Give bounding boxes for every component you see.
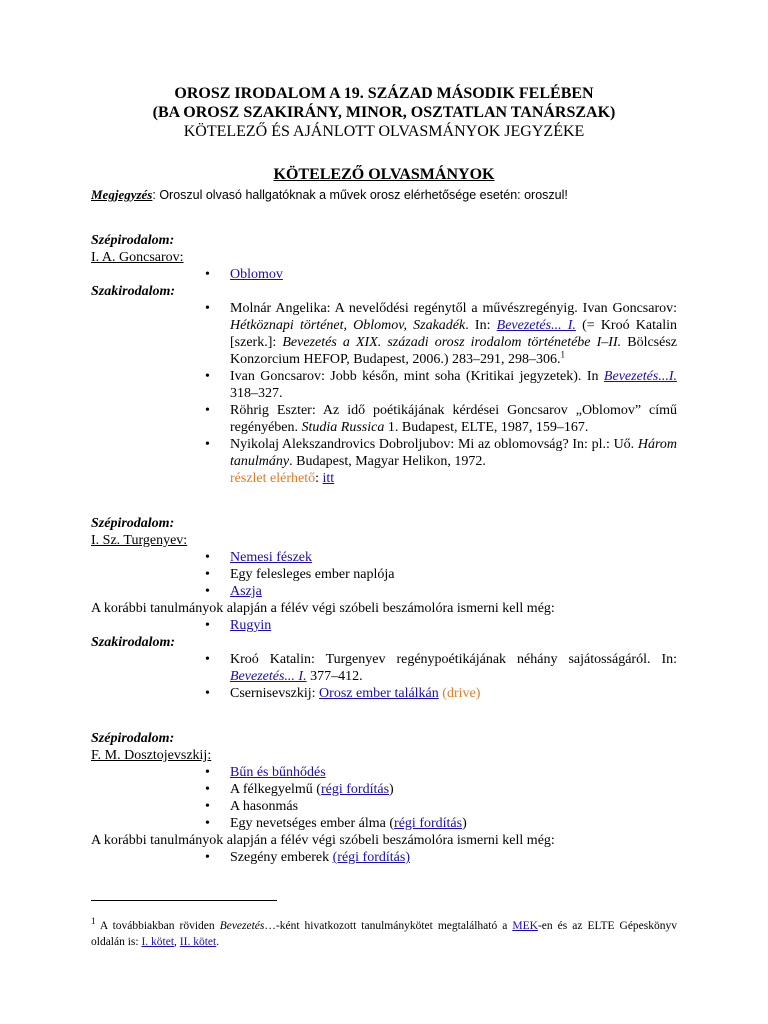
footnote-number: 1 [91,915,96,926]
doc-title-line2: (BA OROSZ SZAKIRÁNY, MINOR, OSZTATLAN TANÁRSZAK) [152,104,616,121]
lit-list-turgenyev [91,651,677,702]
text: . [216,935,220,948]
szepirodalom-label: Szépirodalom: [91,516,175,531]
bullet-icon: • [205,584,210,599]
bullet-icon: • [205,267,210,282]
link-regi-forditas[interactable]: régi fordítás [394,816,463,831]
extra-list-dosztojevszkij [91,849,677,866]
text: Röhrig Eszter: Az idő poétikájának kérdései Goncsarov „Oblomov” című regényében. [230,403,677,435]
bullet-icon: • [205,765,210,780]
bullet-icon: • [205,799,210,814]
bullet-icon: • [205,403,210,418]
text: Bevezetés [219,919,265,932]
list-item [91,549,677,566]
text: . Budapest, Magyar Helikon, 1972. [289,454,486,469]
bullet-icon: • [205,567,210,582]
bullet-icon: • [205,618,210,633]
link-rugyin[interactable]: Rugyin [230,618,272,633]
author-dosztojevszkij: F. M. Dosztojevszkij: [91,748,212,763]
bullet-icon: • [205,782,210,797]
list-item [91,266,677,283]
text: A továbbiakban röviden [95,919,220,932]
list-item [91,368,677,402]
szakirodalom-label: Szakirodalom: [91,284,176,299]
list-item [91,764,677,781]
list-item [91,798,677,815]
bullet-icon: • [205,850,210,865]
text: . In: [465,318,497,333]
bullet-icon: • [205,816,210,831]
footnote [91,915,677,950]
link-bevezetes[interactable]: Bevezetés... I. [496,318,576,333]
list-item [91,583,677,600]
text: Hétköznapi történet, Oblomov, Szakadék [230,318,466,333]
section-heading: KÖTELEZŐ OLVASMÁNYOK [273,166,495,183]
list-item [91,300,677,368]
text: (= Kroó Katalin [szerk.]: [230,318,677,350]
link-regi-forditas[interactable]: régi fordítás [320,782,390,797]
note [91,186,677,204]
works-list-turgenyev [91,549,677,600]
list-item [91,685,677,702]
list-item [91,402,677,436]
author-turgenyev: I. Sz. Turgenyev: [91,533,188,548]
text: ) [389,782,394,797]
link-aszja[interactable]: Aszja [230,584,262,599]
text: Ivan Goncsarov: Jobb későn, mint soha (Kritikai jegyzetek). In [230,369,604,384]
text: Nyikolaj Alekszandrovics Dobroljubov: Mi az oblomovság? In: pl.: Uő. [230,437,638,452]
lit-list-goncsarov [91,300,677,470]
link-mek[interactable]: MEK [512,919,538,932]
text: 1. Budapest, ELTE, 1987, 159–167. [384,420,589,435]
document-page [91,84,677,866]
work-title: A hasonmás [230,799,299,814]
text: : [315,471,323,486]
text: Bölcsész Konzorcium HEFOP, Budapest, 2006.) 283–291, 298–306. [230,335,677,367]
text: , [174,935,180,948]
work-title: Szegény emberek [230,850,333,865]
text: …-ként hivatkozott tanulmánykötet megtalálható a [264,919,513,932]
link-orosz-ember[interactable]: Orosz ember találkán [319,686,439,701]
works-list-dosztojevszkij [91,764,677,832]
szepirodalom-label: Szépirodalom: [91,731,175,746]
drive-note: (drive) [438,686,481,701]
list-item [91,815,677,832]
work-title: Egy felesleges ember naplója [230,567,395,582]
szepirodalom-label: Szépirodalom: [91,233,175,248]
link-itt[interactable]: itt [322,471,335,486]
link-oblomov[interactable]: Oblomov [230,267,283,282]
text: Studia Russica [301,420,385,435]
link-bevezetes[interactable]: Bevezetés...I. [603,369,677,384]
list-item [91,436,677,470]
bullet-icon: • [205,301,210,316]
link-regi-forditas[interactable]: (régi fordítás) [332,850,410,865]
text: Három tanulmány [230,437,677,469]
work-title: A félkegyelmű ( [230,782,321,797]
earlier-studies-note: A korábbi tanulmányok alapján a félév végi szóbeli beszámolóra ismerni kell még: [91,601,555,616]
earlier-studies-note: A korábbi tanulmányok alapján a félév végi szóbeli beszámolóra ismerni kell még: [91,833,555,848]
link-nemesi-feszek[interactable]: Nemesi fészek [230,550,313,565]
text: Molnár Angelika: A nevelődési regénytől a művészregényig. Ivan Goncsarov: [230,301,677,316]
text: 377–412. [306,669,363,684]
work-title: Egy nevetséges ember álma ( [230,816,395,831]
text: Kroó Katalin: Turgenyev regénypoétikájának néhány sajátosságáról. In: [230,652,677,667]
bullet-icon: • [205,550,210,565]
link-bun-es-bunhodes[interactable]: Bűn és bűnhődés [230,765,326,780]
bullet-icon: • [205,652,210,667]
text: ) [462,816,467,831]
szakirodalom-label: Szakirodalom: [91,635,176,650]
list-item [91,849,677,866]
text: Bevezetés a XIX. századi orosz irodalom történetébe I–II. [282,335,622,350]
extra-list-turgenyev [91,617,677,634]
text: Csernisevszkij: [230,686,320,701]
list-item [91,617,677,634]
footnote-ref[interactable]: 1 [560,349,566,360]
excerpt-label: részlet elérhető [230,471,316,486]
bullet-icon: • [205,369,210,384]
works-list-goncsarov [91,266,677,283]
link-kotet-1[interactable]: I. kötet [141,935,175,948]
doc-title-line1: OROSZ IRODALOM A 19. SZÁZAD MÁSODIK FELÉBEN [174,85,594,102]
bullet-icon: • [205,437,210,452]
text: -en és az ELTE Gépeskönyv oldalán is: [91,919,677,948]
footnote-divider [91,900,277,901]
list-item [91,651,677,685]
author-goncsarov: I. A. Goncsarov: [91,250,184,265]
text: 318–327. [230,386,283,401]
bullet-icon: • [205,686,210,701]
note-text: : Oroszul olvasó hallgatóknak a művek orosz elérhetősége esetén: oroszul! [152,188,568,202]
link-kotet-2[interactable]: II. kötet [179,935,217,948]
doc-title-line3: KÖTELEZŐ ÉS AJÁNLOTT OLVASMÁNYOK JEGYZÉKE [183,123,585,140]
list-item [91,566,677,583]
excerpt-line [91,470,677,487]
note-label: Megjegyzés [91,187,153,202]
link-bevezetes[interactable]: Bevezetés... I. [230,669,307,684]
list-item [91,781,677,798]
